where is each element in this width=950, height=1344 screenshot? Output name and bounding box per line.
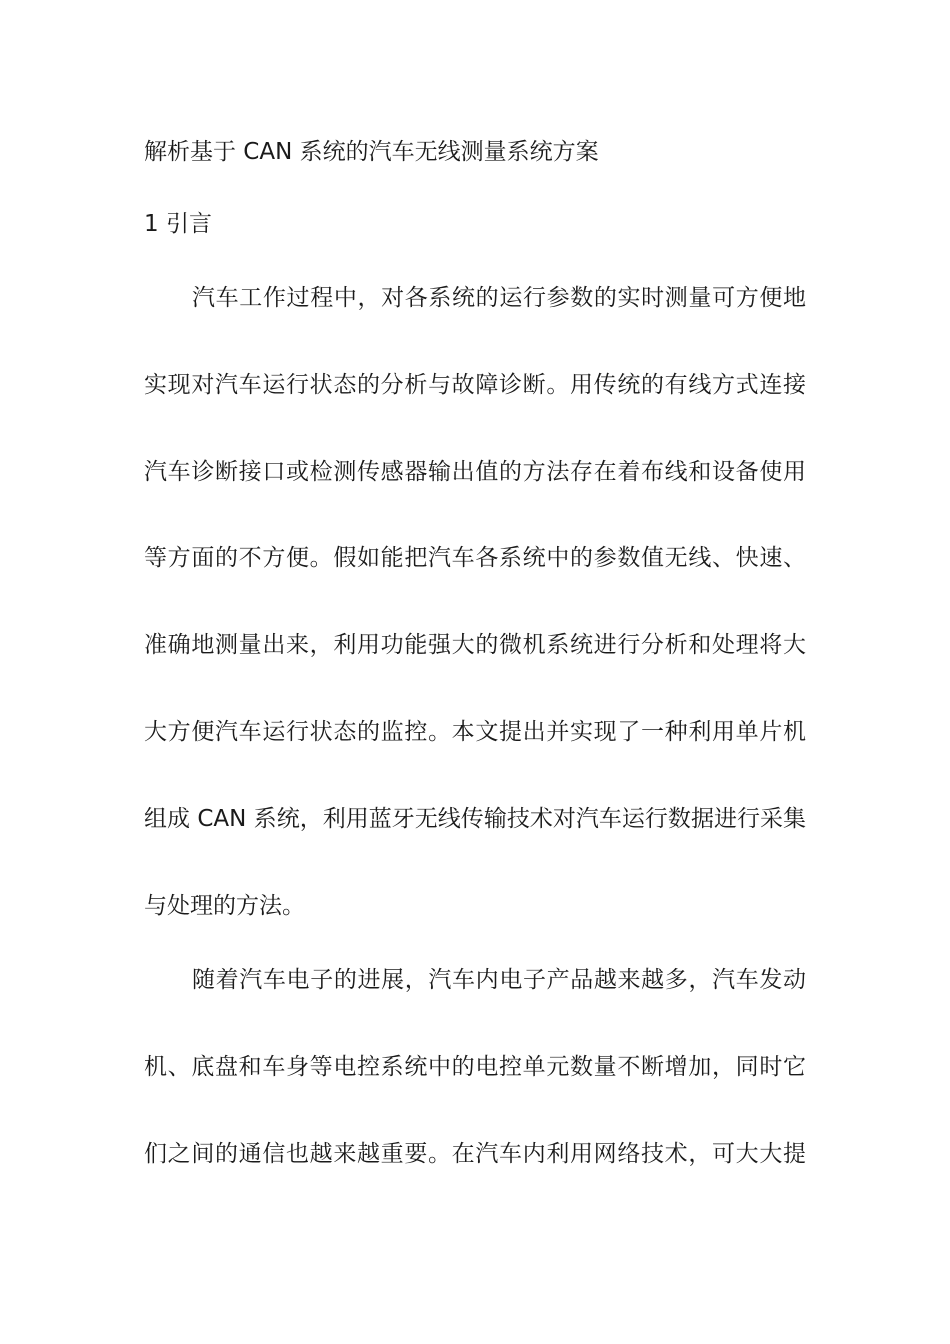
paragraph-2-line-1: 随着汽车电子的进展，汽车内电子产品越来越多，汽车发动 [192, 967, 806, 993]
paragraph-1-line-6: 大方便汽车运行状态的监控。本文提出并实现了一种利用单片机 [144, 719, 806, 745]
paragraph-1-line-3: 汽车诊断接口或检测传感器输出值的方法存在着布线和设备使用 [144, 459, 806, 485]
paragraph-1-line-8: 与处理的方法。 [144, 893, 305, 919]
paragraph-1-line-7: 组成 CAN 系统，利用蓝牙无线传输技术对汽车运行数据进行采集 [144, 806, 806, 832]
document-title: 解析基于 CAN 系统的汽车无线测量系统方案 [144, 139, 599, 165]
paragraph-1-line-5: 准确地测量出来，利用功能强大的微机系统进行分析和处理将大 [144, 632, 806, 658]
section-heading: 1 引言 [144, 211, 212, 237]
paragraph-2-line-3: 们之间的通信也越来越重要。在汽车内利用网络技术，可大大提 [144, 1141, 806, 1167]
paragraph-1-line-2: 实现对汽车运行状态的分析与故障诊断。用传统的有线方式连接 [144, 372, 806, 398]
paragraph-1-line-1: 汽车工作过程中，对各系统的运行参数的实时测量可方便地 [192, 285, 806, 311]
paragraph-2-line-2: 机、底盘和车身等电控系统中的电控单元数量不断增加，同时它 [144, 1054, 806, 1080]
paragraph-1-line-4: 等方面的不方便。假如能把汽车各系统中的参数值无线、快速、 [144, 545, 806, 571]
